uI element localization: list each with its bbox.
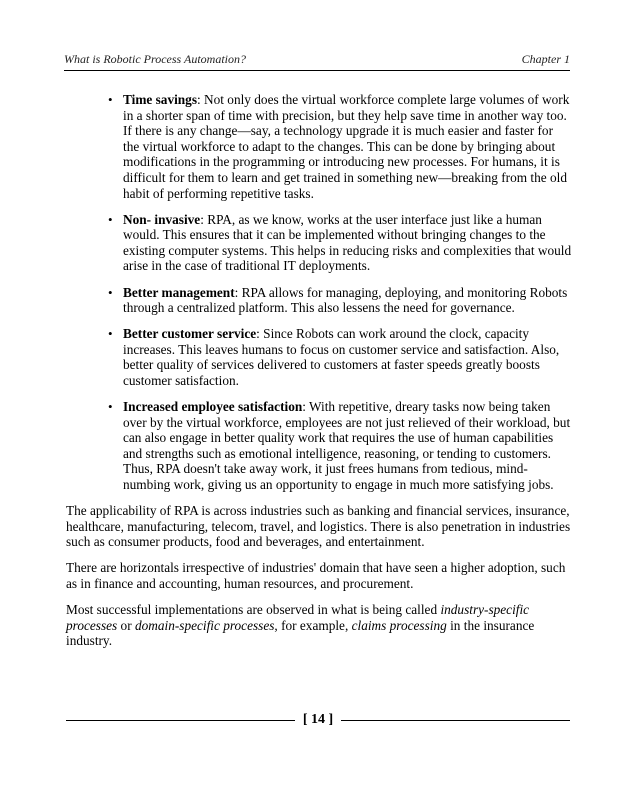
footer-rule-left	[66, 720, 295, 721]
header-title: What is Robotic Process Automation?	[64, 52, 246, 66]
benefits-list	[66, 92, 572, 493]
page-body	[66, 92, 572, 659]
text-run: , for example,	[274, 617, 352, 633]
bullet-term: Better customer service	[123, 326, 257, 342]
footer-rule-right	[341, 720, 570, 721]
paragraph-implementations	[66, 602, 572, 649]
bullet-text: : RPA allows for managing, deploying, and monitoring Robots through a centralized platform. This also lessens the need for governance.	[123, 284, 568, 316]
italic-term: claims processing	[351, 617, 447, 633]
bullet-text: : Since Robots can work around the clock, capacity increases. This leaves humans to focus on customer service and satisfaction. Also, better quality of services delivered to customers at faster speeds greatly boosts customer satisfaction.	[123, 326, 560, 388]
page-footer	[66, 712, 570, 728]
bullet-icon: •	[108, 326, 113, 342]
bullet-text: : With repetitive, dreary tasks now being taken over by the virtual workforce, employees are not just relieved of their workload, but can also engage in better quality work that requires the use of human capabilities and strengths such as emotional intelligence, reasoning, or tending to customers. Thus, RPA doesn't take away work, it just frees humans from tedious, mind-numbing work, giving us an opportunity to engage in much more satisfying jobs.	[123, 399, 571, 493]
text-run: in the insurance industry.	[66, 617, 535, 649]
bullet-text: : Not only does the virtual workforce complete large volumes of work in a shorter span of time with precision, but they help save time in another way too. If there is any change—say, a technology upgrade it is much easier and faster for the virtual workforce to adapt to the changes. This can be done by bringing about modifications in the programming or introducing new processes. For humans, it is difficult for them to learn and get trained in something new—breaking from the old habit of performing repetitive tasks.	[123, 92, 570, 201]
italic-term: industry-specific processes	[66, 602, 530, 633]
list-item	[106, 212, 572, 274]
page-number: [ 14 ]	[302, 712, 334, 727]
bullet-text: : RPA, as we know, works at the user interface just like a human would. This ensures that it can be implemented without bringing changes to the existing computer systems. This helps in reducing risks and complexities that would arise in the case of traditional IT deployments.	[123, 211, 572, 274]
bullet-term: Better management	[123, 284, 235, 300]
italic-term: domain-specific processes	[134, 617, 275, 633]
paragraph-horizontals: There are horizontals irrespective of industries' domain that have seen a higher adoption, such as in finance and accounting, human resources, and procurement.	[66, 560, 566, 592]
bullet-term: Time savings	[123, 92, 198, 107]
list-item	[106, 92, 572, 201]
bullet-icon: •	[108, 399, 113, 415]
bullet-icon: •	[108, 211, 113, 227]
list-item	[106, 326, 572, 388]
bullet-icon: •	[108, 284, 113, 300]
list-item	[106, 399, 572, 493]
bullet-term: Non- invasive	[123, 211, 201, 227]
bullet-term: Increased employee satisfaction	[123, 399, 303, 415]
bullet-icon: •	[108, 92, 113, 107]
page-header	[64, 52, 570, 71]
text-run: or	[117, 617, 135, 633]
paragraph-applicability: The applicability of RPA is across industries such as banking and financial services, insurance, healthcare, manufacturing, telecom, travel, and logistics. There is also penetration in industries such as consumer products, food and beverages, and entertainment.	[66, 503, 571, 550]
text-run: Most successful implementations are observed in what is being called	[66, 602, 441, 618]
header-chapter: Chapter 1	[521, 52, 570, 66]
list-item	[106, 285, 572, 316]
